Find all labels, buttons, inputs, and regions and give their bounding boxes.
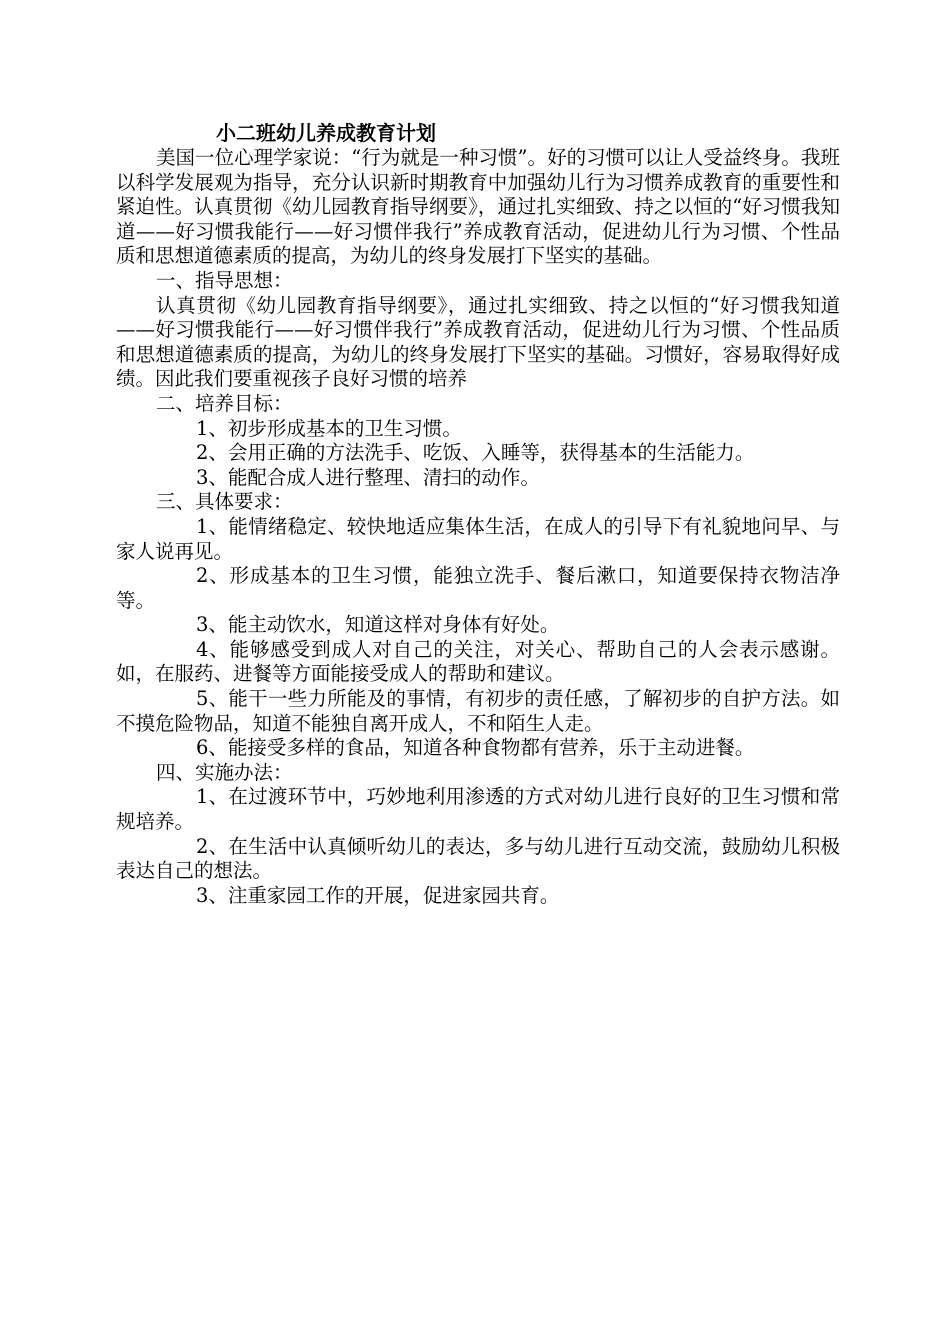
implementation-item: 1、在过渡环节中，巧妙地利用渗透的方式对幼儿进行良好的卫生习惯和常规培养。 [116, 785, 840, 834]
goal-item: 3、能配合成人进行整理、清扫的动作。 [196, 465, 540, 489]
document-title: 小二班幼儿养成教育计划 [216, 121, 436, 145]
section-heading-goals: 二、培养目标： [156, 391, 293, 415]
goal-item: 2、会用正确的方法洗手、吃饭、入睡等，获得基本的生活能力。 [196, 441, 755, 465]
implementation-item: 3、注重家园工作的开展，促进家园共育。 [196, 883, 560, 907]
requirement-item: 3、能主动饮水，知道这样对身体有好处。 [196, 613, 560, 637]
document-page [116, 120, 840, 908]
section-heading-guiding-ideas: 一、指导思想： [156, 268, 293, 292]
requirement-item: 5、能干一些力所能及的事情，有初步的责任感，了解初步的自护方法。如不摸危险物品，知道不能独自离开成人，不和陌生人走。 [116, 687, 840, 735]
requirement-item: 1、能情绪稳定、较快地适应集体生活，在成人的引导下有礼貌地问早、与家人说再见。 [116, 514, 840, 563]
guiding-ideas-paragraph: 认真贯彻《幼儿园教育指导纲要》，通过扎实细致、持之以恒的“好习惯我知道——好习惯我能行——好习惯伴我行”养成教育活动，促进幼儿行为习惯、个性品质和思想道德素质的提高，为幼儿的终身发展打下坚实的基础。习惯好，容易取得好成绩。因此我们要重视孩子良好习惯的培养 [116, 293, 840, 391]
goal-item: 1、初步形成基本的卫生习惯。 [196, 416, 462, 440]
section-heading-requirements: 三、具体要求： [156, 490, 293, 514]
requirement-item: 4、能够感受到成人对自己的关注，对关心、帮助自己的人会表示感谢。如，在服药、进餐等方面能接受成人的帮助和建议。 [116, 637, 840, 686]
requirement-item: 2、形成基本的卫生习惯，能独立洗手、餐后漱口，知道要保持衣物洁净等。 [116, 564, 840, 612]
section-heading-implementation: 四、实施办法： [156, 760, 293, 784]
requirement-item: 6、能接受多样的食品，知道各种食物都有营养，乐于主动进餐。 [196, 736, 755, 760]
implementation-item: 2、在生活中认真倾听幼儿的表达，多与幼儿进行互动交流，鼓励幼儿积极表达自己的想法。 [116, 834, 840, 883]
intro-paragraph: 美国一位心理学家说：“行为就是一种习惯”。好的习惯可以让人受益终身。我班以科学发展观为指导，充分认识新时期教育中加强幼儿行为习惯养成教育的重要性和紧迫性。认真贯彻《幼儿园教育指导纲要》，通过扎实细致、持之以恒的“好习惯我知道——好习惯我能行——好习惯伴我行”养成教育活动，促进幼儿行为习惯、个性品质和思想道德素质的提高，为幼儿的终身发展打下坚实的基础。 [116, 146, 840, 268]
